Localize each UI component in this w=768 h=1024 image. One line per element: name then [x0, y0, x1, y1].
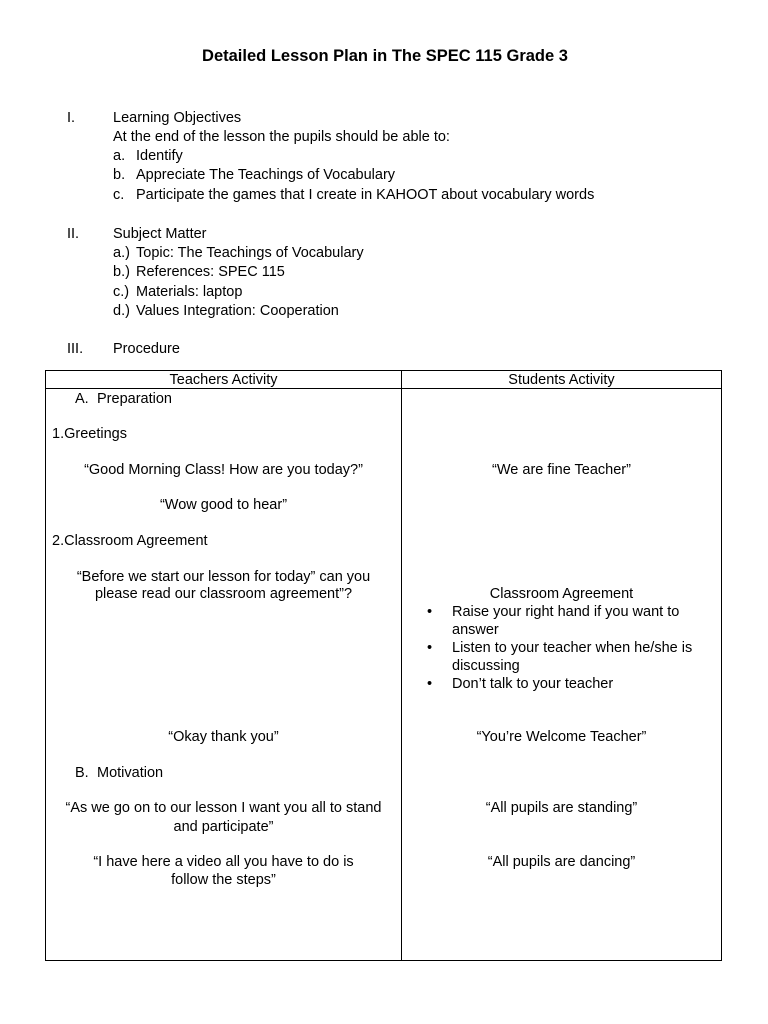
teacher-instruction-line: “As we go on to our lesson I want you all to stand — [65, 800, 382, 816]
classroom-agreement-heading: 2.Classroom Agreement — [52, 533, 208, 549]
student-welcome: “You’re Welcome Teacher” — [476, 729, 647, 745]
section-1-heading: Learning Objectives — [113, 110, 242, 126]
teachers-activity-header: Teachers Activity — [169, 372, 278, 388]
teacher-greeting: “Good Morning Class! How are you today?” — [84, 462, 363, 478]
objective-marker: c. — [113, 187, 125, 203]
greetings-heading: 1.Greetings — [52, 426, 127, 442]
agreement-rule: Raise your right hand if you want to answer — [452, 604, 680, 638]
objective-item: Identify — [136, 148, 183, 164]
students-activity-header: Students Activity — [508, 372, 615, 388]
preparation-heading: Preparation — [97, 391, 172, 407]
section-2-heading: Subject Matter — [113, 226, 207, 242]
agreement-rule: Don’t talk to your teacher — [452, 676, 614, 692]
bullet-icon: • — [427, 676, 433, 692]
section-3-heading: Procedure — [113, 341, 180, 357]
column-divider — [401, 371, 402, 960]
preparation-marker: A. — [75, 391, 89, 407]
subject-item: References: SPEC 115 — [136, 264, 285, 280]
subject-marker: a.) — [113, 245, 130, 261]
teacher-instruction-line: and participate” — [173, 819, 274, 835]
motivation-marker: B. — [75, 765, 89, 781]
subject-marker: b.) — [113, 264, 130, 280]
student-dancing: “All pupils are dancing” — [487, 854, 636, 870]
motivation-heading: Motivation — [97, 765, 164, 781]
objective-item: Participate the games that I create in KAHOOT about vocabulary words — [136, 187, 595, 203]
teacher-video-line: follow the steps” — [171, 872, 276, 888]
subject-marker: d.) — [113, 303, 130, 319]
student-greeting-response: “We are fine Teacher” — [492, 462, 631, 478]
subject-item: Topic: The Teachings of Vocabulary — [136, 245, 364, 261]
student-standing: “All pupils are standing” — [485, 800, 638, 816]
bullet-icon: • — [427, 640, 433, 656]
teacher-thanks: “Okay thank you” — [168, 729, 279, 745]
procedure-table — [45, 370, 722, 961]
subject-marker: c.) — [113, 284, 130, 300]
objective-marker: a. — [113, 148, 126, 164]
teacher-request-line: please read our classroom agreement”? — [94, 586, 353, 602]
objective-marker: b. — [113, 167, 126, 183]
subject-item: Materials: laptop — [136, 284, 243, 300]
teacher-response: “Wow good to hear” — [159, 497, 288, 513]
agreement-rule: Listen to your teacher when he/she is discussing — [452, 640, 693, 674]
section-2-numeral: II. — [67, 226, 80, 242]
subject-item: Values Integration: Cooperation — [136, 303, 339, 319]
objective-item: Appreciate The Teachings of Vocabulary — [136, 167, 396, 183]
bullet-icon: • — [427, 604, 433, 620]
page-title: Detailed Lesson Plan in The SPEC 115 Grade 3 — [202, 47, 568, 65]
teacher-video-line: “I have here a video all you have to do is — [93, 854, 354, 870]
classroom-agreement-title: Classroom Agreement — [489, 586, 634, 602]
objectives-intro: At the end of the lesson the pupils should be able to: — [113, 129, 450, 145]
section-3-numeral: III. — [67, 341, 84, 357]
teacher-request-line: “Before we start our lesson for today” can you — [76, 569, 371, 585]
section-1-numeral: I. — [67, 110, 76, 126]
